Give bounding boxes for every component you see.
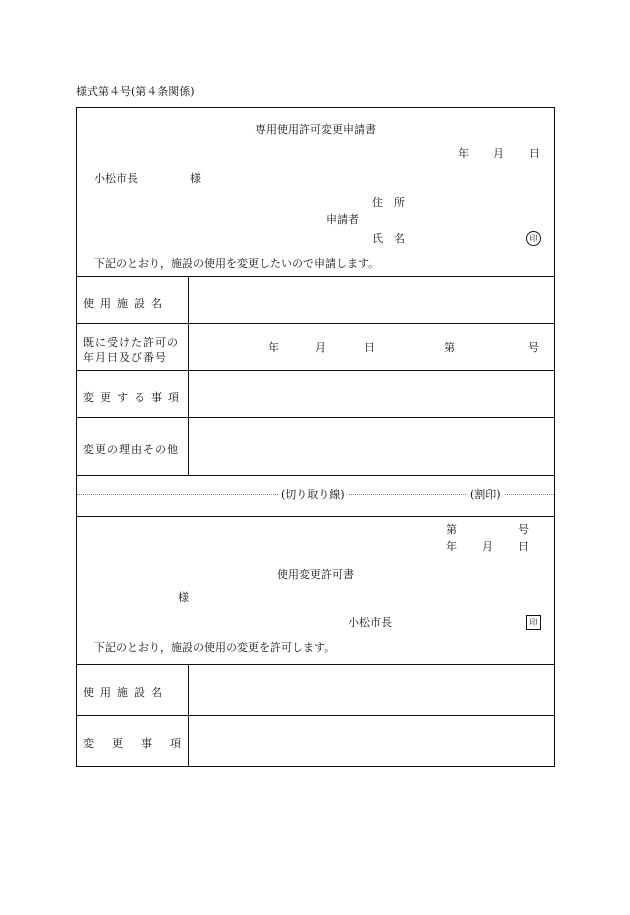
prior-permit-label-line1: 既に受けた許可の (83, 336, 179, 349)
seal-circle-icon: 印 (526, 231, 541, 246)
prior-permit-year: 年 (268, 341, 279, 354)
permit-honorific: 様 (178, 591, 189, 604)
form-number: 様式第４号(第４条関係) (76, 85, 195, 98)
permit-title: 使用変更許可書 (277, 568, 354, 581)
seal-square-icon: 印 (526, 615, 541, 630)
prior-permit-month: 月 (315, 341, 326, 354)
permit-number-suffix: 号 (518, 523, 529, 536)
split-seal-label: (割印) (467, 489, 504, 500)
applicant-label: 申請者 (326, 213, 359, 226)
cut-label: (切り取り線) (278, 489, 348, 500)
row-divider (77, 276, 554, 277)
permit-date-year: 年 (446, 540, 457, 553)
row-divider (77, 417, 554, 418)
permit-date-month: 月 (482, 540, 493, 553)
application-date-day: 日 (529, 147, 540, 160)
address-label: 住 所 (372, 196, 405, 209)
row-divider (77, 715, 554, 716)
form-frame (76, 107, 555, 767)
prior-permit-label-line2: 年月日及び番号 (83, 351, 167, 364)
prior-permit-number-suffix: 号 (528, 341, 539, 354)
prior-permit-number-prefix: 第 (444, 341, 455, 354)
change-items-label: 変更する事項 (83, 391, 185, 404)
permit-change-items-label: 変更事項 (83, 737, 199, 750)
addressee-honorific: 様 (190, 172, 201, 185)
application-date-month: 月 (493, 147, 504, 160)
permit-statement: 下記のとおり，施設の使用の変更を許可します。 (94, 641, 336, 654)
row-divider (77, 323, 554, 324)
reason-label: 変更の理由その他 (83, 443, 179, 456)
permit-number-prefix: 第 (446, 523, 457, 536)
facility-label: 使用施設名 (83, 297, 168, 310)
permit-date-day: 日 (518, 540, 529, 553)
addressee: 小松市長 (94, 172, 138, 185)
prior-permit-day: 日 (364, 341, 375, 354)
name-label: 氏 名 (372, 232, 405, 245)
application-statement: 下記のとおり，施設の使用を変更したいので申請します。 (94, 257, 380, 270)
permit-facility-label: 使用施設名 (83, 686, 168, 699)
row-divider (77, 475, 554, 476)
permit-top-border (77, 516, 554, 517)
row-divider (77, 370, 554, 371)
application-title: 専用使用許可変更申請書 (255, 123, 376, 136)
application-date-year: 年 (458, 147, 469, 160)
permit-issuer: 小松市長 (348, 616, 392, 629)
column-divider (188, 276, 189, 475)
row-divider (77, 664, 554, 665)
